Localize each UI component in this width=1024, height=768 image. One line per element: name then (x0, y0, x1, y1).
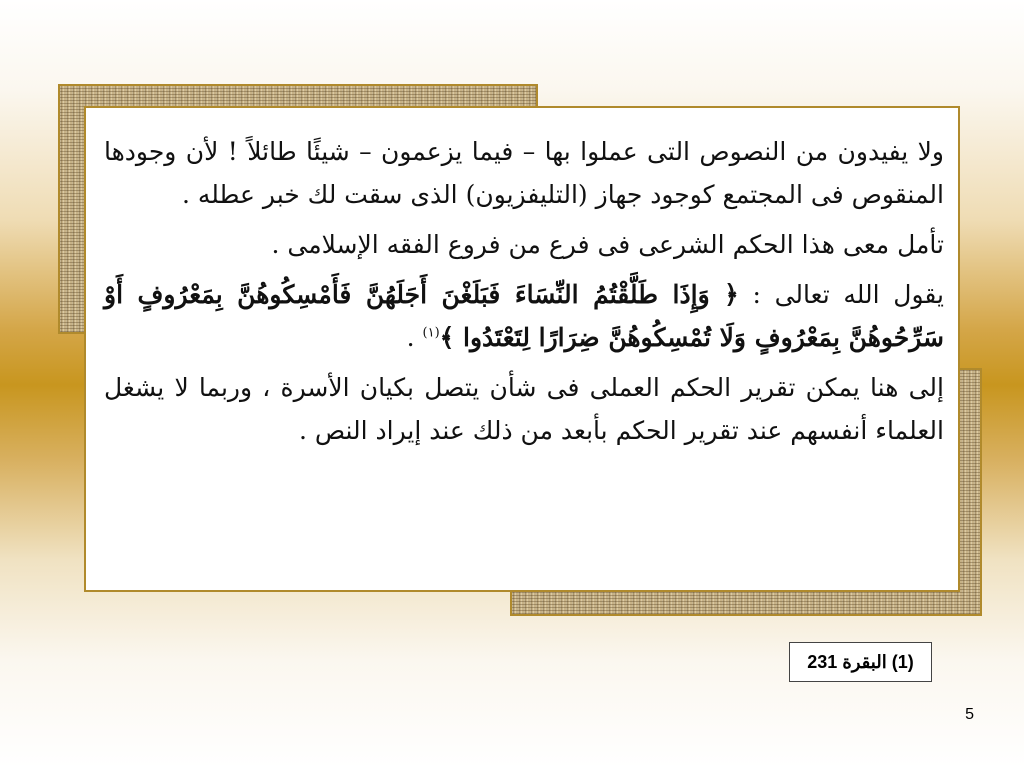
verse-intro: يقول الله تعالى : (738, 280, 944, 309)
paragraph-4: إلى هنا يمكن تقرير الحكم العملى فى شأن يتصل بكيان الأسرة ، وربما لا يشغل العلماء أنفسهم عند تقرير الحكم بأبعد من ذلك عند إيراد النص . (104, 373, 944, 445)
arabic-text-block (86, 108, 958, 452)
quran-verse: ﴿ وَإِذَا طَلَّقْتُمُ النِّسَاءَ فَبَلَغْنَ أَجَلَهُنَّ فَأَمْسِكُوهُنَّ بِمَعْرُوفٍ أَوْ سَرِّحُوهُنَّ بِمَعْرُوفٍ وَلَا تُمْسِكُوهُنَّ ضِرَارًا لِتَعْتَدُوا ﴾ (104, 280, 944, 352)
footnote-box: (1) البقرة 231 (789, 642, 932, 682)
page-number: 5 (965, 706, 974, 723)
footnote-reference-mark: (١) (422, 325, 440, 341)
paragraph-2: تأمل معى هذا الحكم الشرعى فى فرع من فروع الفقه الإسلامى . (271, 230, 944, 259)
text-panel (84, 106, 960, 592)
paragraph-1: ولا يفيدون من النصوص التى عملوا بها – فيما يزعمون – شيئًا طائلاً ! لأن وجودها المنقوص فى المجتمع كوجود جهاز (التليفزيون) الذى سقت لك خبر عطله . (104, 137, 944, 209)
paragraph-3-quran-verse (104, 273, 944, 359)
verse-end-mark: . (406, 323, 423, 352)
